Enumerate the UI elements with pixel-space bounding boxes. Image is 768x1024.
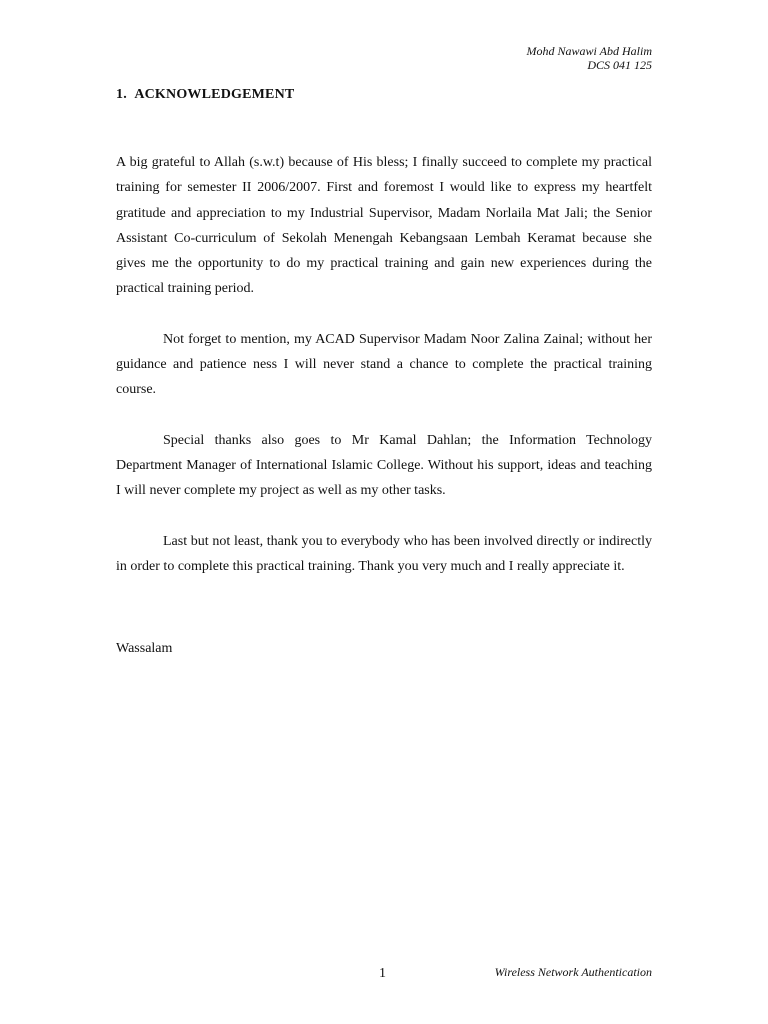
- closing-text: Wassalam: [116, 641, 173, 656]
- page-number: 1: [379, 966, 386, 981]
- section-number: 1.: [116, 87, 127, 102]
- paragraph-acad-supervisor: Not forget to mention, my ACAD Supervisor Madam Noor Zalina Zainal; without her guidance and patience ness I will never stand a chance to complete the practical training course.: [116, 331, 652, 398]
- page-header: [527, 44, 652, 72]
- header-student-id: DCS 041 125: [587, 58, 652, 72]
- document-body: [116, 150, 652, 604]
- section-heading: [116, 87, 294, 103]
- section-title: ACKNOWLEDGEMENT: [134, 87, 295, 102]
- footer-title: Wireless Network Authentication: [494, 965, 652, 979]
- header-author: Mohd Nawawi Abd Halim: [526, 44, 652, 58]
- paragraph-last: Last but not least, thank you to everybody who has been involved directly or indirectly in order to complete this practical training. Thank you very much and I really appreciate it.: [116, 533, 652, 574]
- paragraph-intro: A big grateful to Allah (s.w.t) because of His bless; I finally succeed to complete my practical training for semester II 2006/2007. First and foremost I would like to express my heartfelt gratitude and appreciation to my Industrial Supervisor, Madam Norlaila Mat Jali; the Senior Assistant Co-curriculum of Sekolah Menengah Kebangsaan Lembah Keramat because she gives me the opportunity to do my practical training and gain new experiences during the practical training period.: [116, 155, 652, 297]
- paragraph-special-thanks: Special thanks also goes to Mr Kamal Dahlan; the Information Technology Department Manager of International Islamic College. Without his support, ideas and teaching I will never complete my project as well as my other tasks.: [116, 432, 652, 499]
